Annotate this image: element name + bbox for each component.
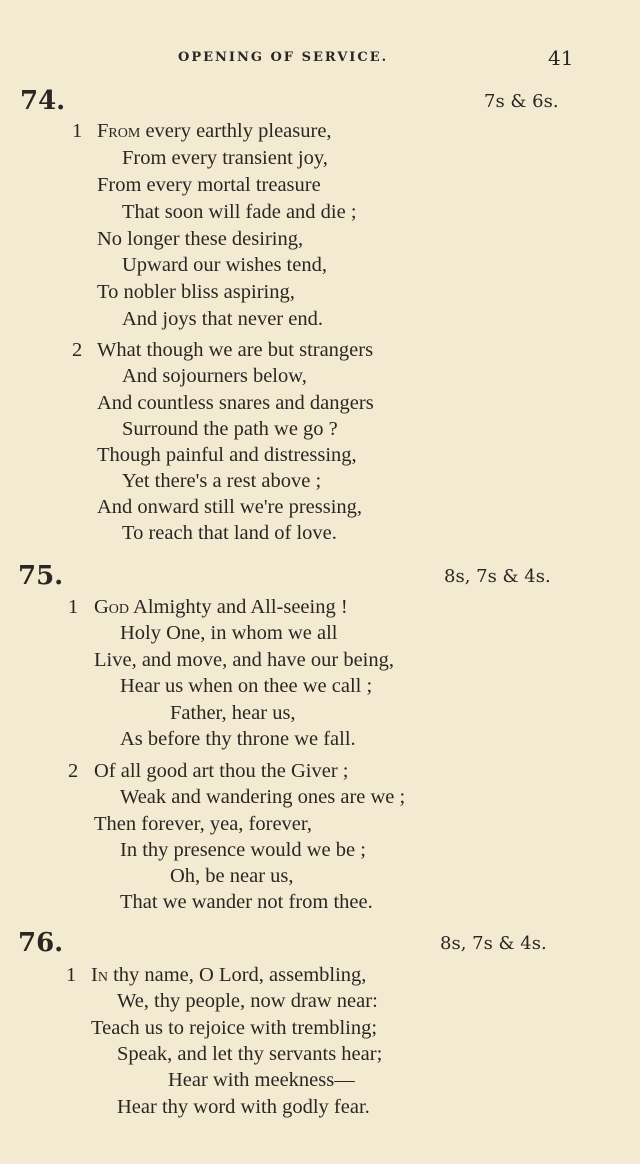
hymn-line: And countless snares and dangers bbox=[97, 392, 374, 414]
hymn-line: Live, and move, and have our being, bbox=[94, 649, 395, 671]
hymn-line: God Almighty and All-seeing ! bbox=[94, 596, 348, 618]
hymn-number: 74. bbox=[20, 86, 66, 116]
hymn-line: In thy presence would we be ; bbox=[120, 839, 366, 861]
hymn-line: That we wander not from thee. bbox=[120, 891, 373, 913]
hymn-line: And onward still we're pressing, bbox=[97, 496, 363, 518]
hymn-meter: 7s & 6s. bbox=[484, 91, 559, 112]
verse-number: 1 bbox=[68, 596, 79, 618]
hymn-line: To nobler bliss aspiring, bbox=[97, 281, 295, 303]
hymn-line: Upward our wishes tend, bbox=[122, 254, 327, 276]
hymn-line: Of all good art thou the Giver ; bbox=[94, 760, 349, 782]
verse-number: 1 bbox=[66, 964, 77, 986]
page-number: 41 bbox=[548, 46, 574, 70]
hymn-line: Hear with meekness— bbox=[168, 1069, 355, 1091]
running-head: OPENING OF SERVICE. bbox=[178, 50, 389, 65]
hymn-line: Oh, be near us, bbox=[170, 865, 294, 887]
lead-word: From bbox=[97, 120, 141, 142]
hymn-line: As before thy throne we fall. bbox=[120, 728, 356, 750]
hymn-line: Though painful and distressing, bbox=[97, 444, 357, 466]
hymn-line: From every transient joy, bbox=[122, 147, 328, 169]
lead-word: God bbox=[94, 596, 130, 618]
hymn-line: And joys that never end. bbox=[122, 308, 323, 330]
hymn-line: Hear us when on thee we call ; bbox=[120, 675, 373, 697]
hymn-line: Teach us to rejoice with trembling; bbox=[91, 1017, 378, 1039]
hymn-line: Weak and wandering ones are we ; bbox=[120, 786, 406, 808]
hymn-line: Speak, and let thy servants hear; bbox=[117, 1043, 383, 1065]
hymn-line: Then forever, yea, forever, bbox=[94, 813, 313, 835]
hymn-line: To reach that land of love. bbox=[122, 522, 337, 544]
hymn-line: What though we are but strangers bbox=[97, 339, 374, 361]
hymn-meter: 8s, 7s & 4s. bbox=[444, 566, 551, 587]
hymn-line: That soon will fade and die ; bbox=[122, 201, 357, 223]
hymn-line: Hear thy word with godly fear. bbox=[117, 1096, 370, 1118]
hymn-number: 76. bbox=[18, 928, 64, 958]
hymn-line: We, thy people, now draw near: bbox=[117, 990, 378, 1012]
lead-word: In bbox=[91, 964, 108, 986]
hymn-number: 75. bbox=[18, 561, 64, 591]
verse-number: 2 bbox=[72, 339, 83, 361]
verse-number: 2 bbox=[68, 760, 79, 782]
hymn-line: From every earthly pleasure, bbox=[97, 120, 332, 142]
hymn-line: Holy One, in whom we all bbox=[120, 622, 338, 644]
hymn-line: From every mortal treasure bbox=[97, 174, 321, 196]
hymn-line: And sojourners below, bbox=[122, 365, 307, 387]
hymn-line: Yet there's a rest above ; bbox=[122, 470, 322, 492]
verse-number: 1 bbox=[72, 120, 83, 142]
hymn-line: Surround the path we go ? bbox=[122, 418, 338, 440]
hymn-line: In thy name, O Lord, assembling, bbox=[91, 964, 367, 986]
hymn-meter: 8s, 7s & 4s. bbox=[440, 933, 547, 954]
hymn-line: No longer these desiring, bbox=[97, 228, 304, 250]
hymn-line: Father, hear us, bbox=[170, 702, 296, 724]
